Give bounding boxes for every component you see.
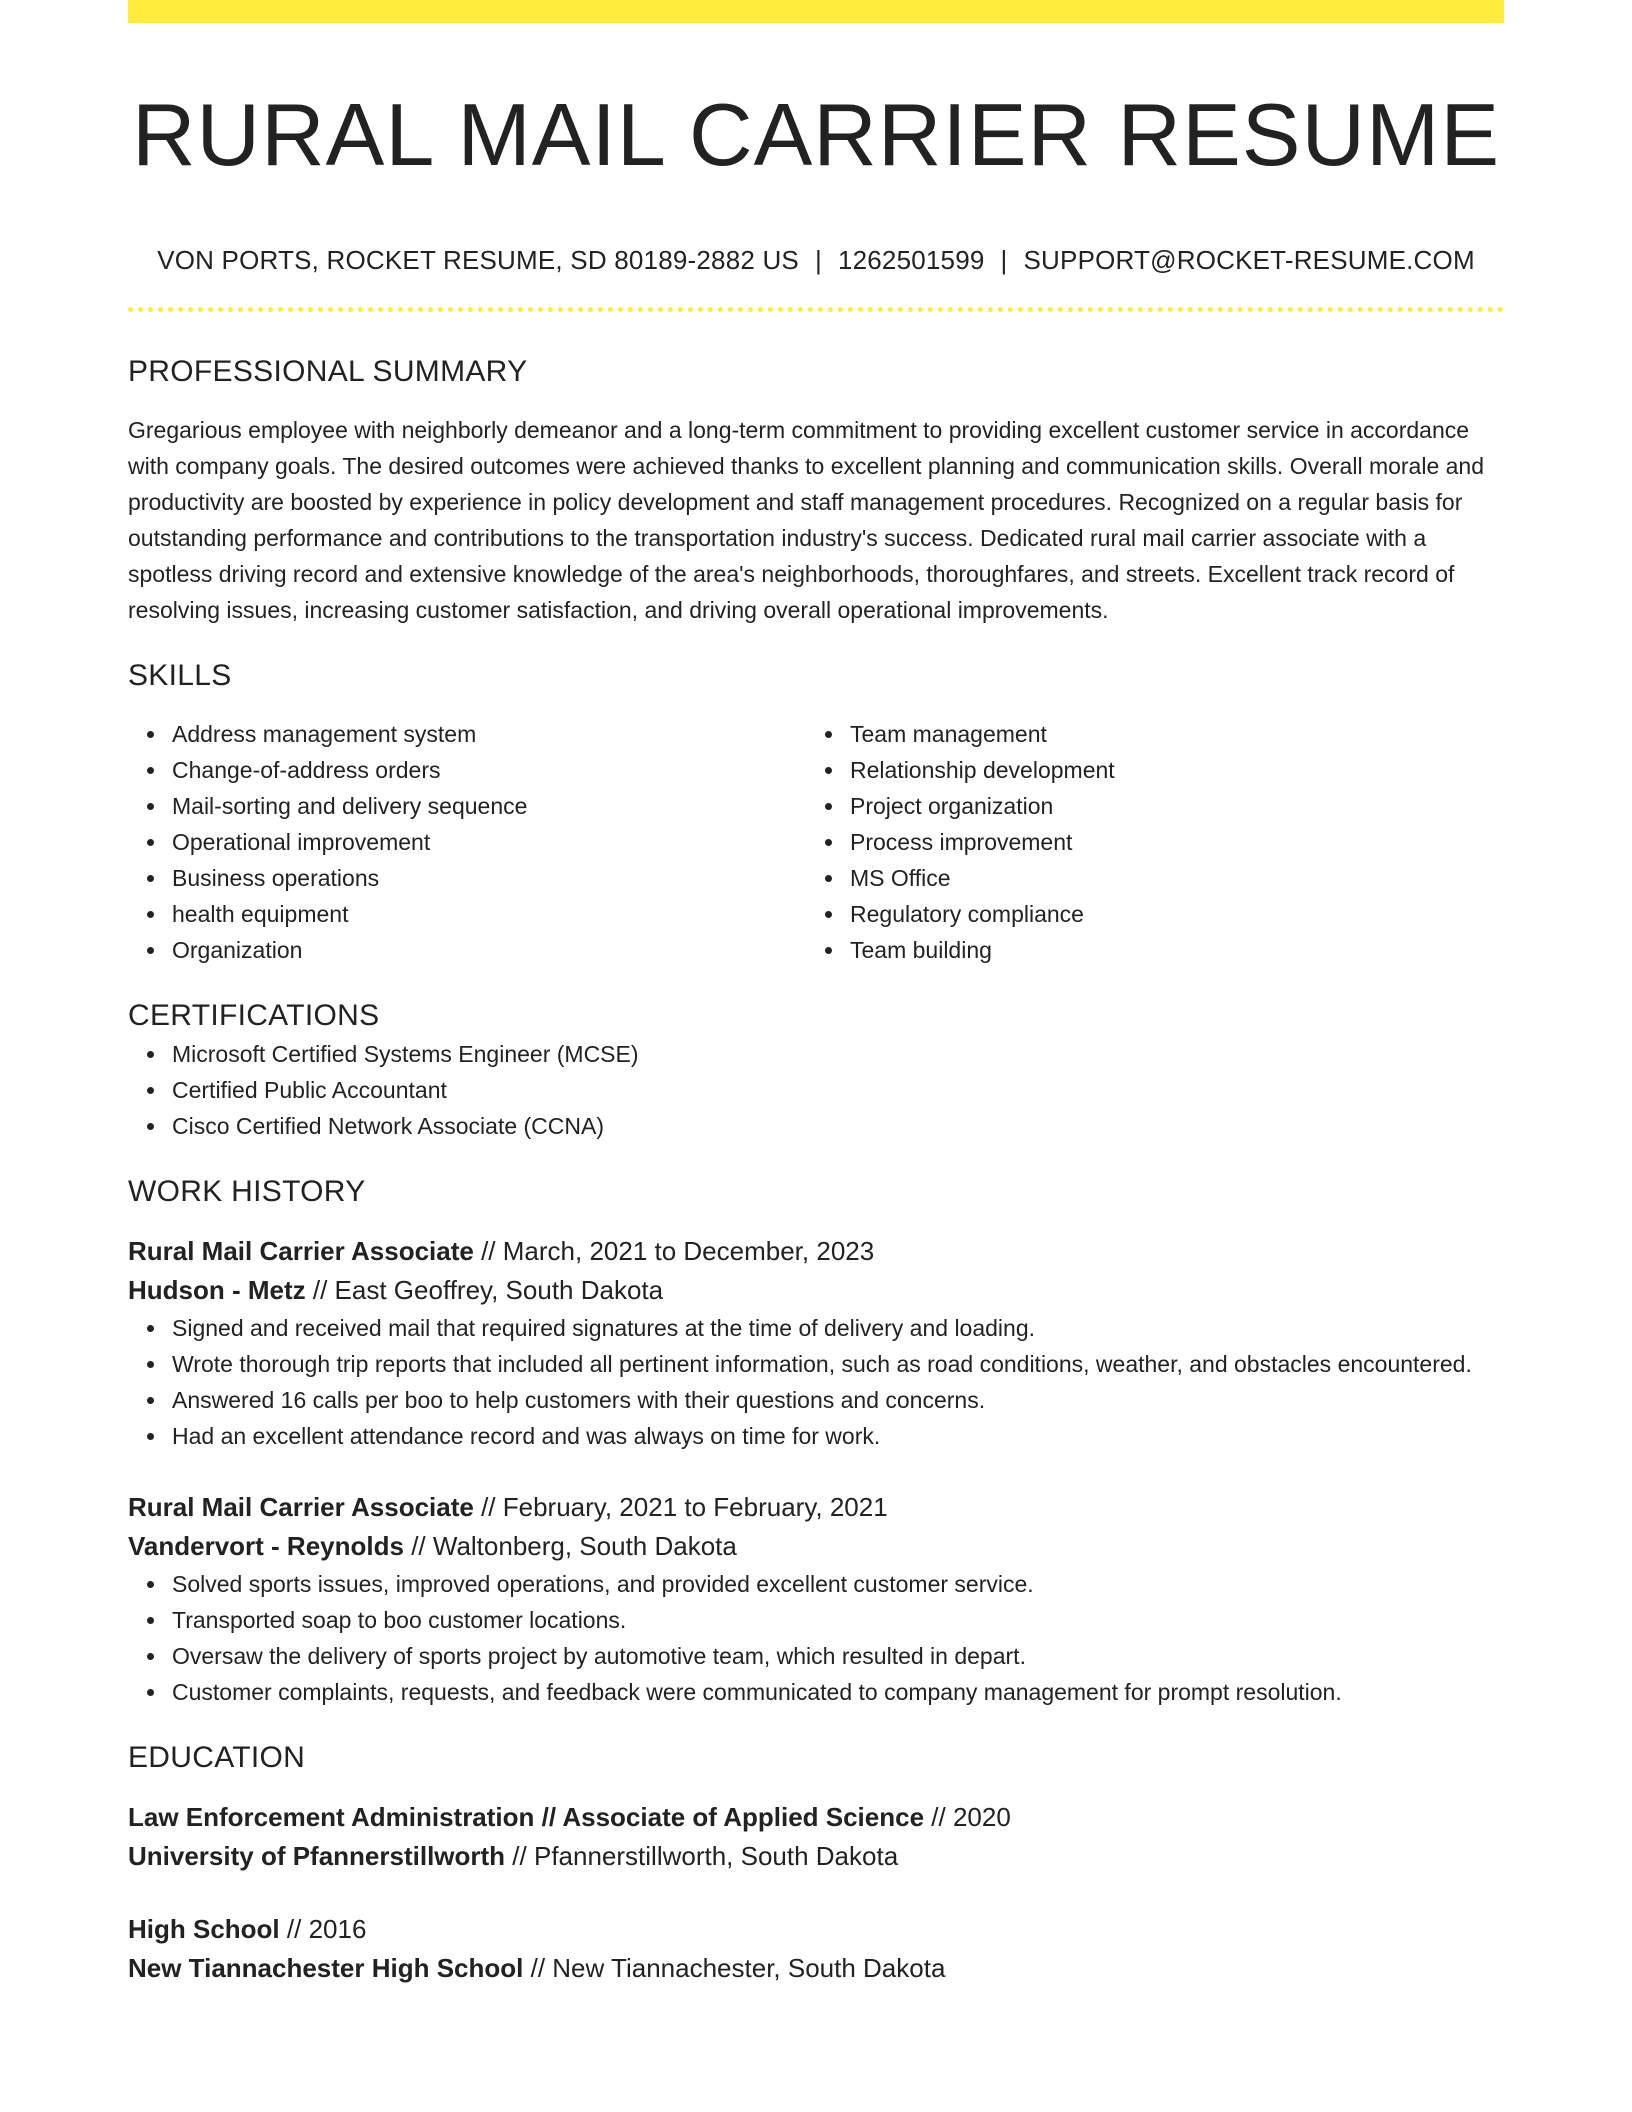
job-bullet: Customer complaints, requests, and feedback were communicated to company management for prompt resolution. [172,1674,1504,1710]
skill-item: Operational improvement [172,824,806,860]
job-location: // Waltonberg, South Dakota [403,1531,737,1561]
certifications-list [128,1036,1504,1144]
education-entry [128,1798,1504,1876]
education-school-line [128,1949,1504,1988]
work-history-section [128,1172,1504,1710]
education-heading: EDUCATION [128,1741,306,1774]
education-year: // 2020 [924,1802,1011,1832]
skill-item: Project organization [850,788,1484,824]
skill-item: Team building [850,932,1484,968]
education-location: // New Tiannachester, South Dakota [523,1953,946,1983]
education-section [128,1738,1504,1988]
education-degree: Law Enforcement Administration // Associate of Applied Science [128,1802,925,1832]
job-title: Rural Mail Carrier Associate [128,1236,474,1266]
skills-right-list [806,716,1484,968]
work-history-heading: WORK HISTORY [128,1175,366,1208]
skill-item: Change-of-address orders [172,752,806,788]
job-title-line [128,1232,1504,1271]
skill-item: Address management system [172,716,806,752]
job-dates: // February, 2021 to February, 2021 [473,1492,888,1522]
certification-item: Certified Public Accountant [172,1072,1504,1108]
skill-item: Regulatory compliance [850,896,1484,932]
resume-page [128,0,1504,1988]
certification-item: Cisco Certified Network Associate (CCNA) [172,1108,1504,1144]
skills-heading: SKILLS [128,659,232,692]
job-bullet: Wrote thorough trip reports that included all pertinent information, such as road conditions, weather, and obstacles encountered. [172,1346,1504,1382]
job-location: // East Geoffrey, South Dakota [305,1275,664,1305]
skill-item: Business operations [172,860,806,896]
education-school: University of Pfannerstillworth [128,1841,506,1871]
education-degree-line [128,1798,1504,1837]
education-location: // Pfannerstillworth, South Dakota [505,1841,899,1871]
skills-columns [128,716,1504,968]
resume-title: RURAL MAIL CARRIER RESUME [131,85,1501,184]
job-company-line [128,1271,1504,1310]
education-school: New Tiannachester High School [128,1953,524,1983]
skills-section [128,656,1504,968]
job-bullet: Had an excellent attendance record and was always on time for work. [172,1418,1504,1454]
job-bullet: Answered 16 calls per boo to help customers with their questions and concerns. [172,1382,1504,1418]
job-bullets [128,1310,1504,1454]
summary-heading: PROFESSIONAL SUMMARY [128,355,528,388]
certifications-section [128,996,1504,1144]
job-bullets [128,1566,1504,1710]
job-bullet: Oversaw the delivery of sports project by automotive team, which resulted in depart. [172,1638,1504,1674]
skill-item: Relationship development [850,752,1484,788]
certifications-heading: CERTIFICATIONS [128,999,380,1032]
contact-line [128,243,1504,277]
skill-item: Process improvement [850,824,1484,860]
skill-item: Team management [850,716,1484,752]
contact-address: VON PORTS, ROCKET RESUME, SD 80189-2882 US [157,245,799,275]
education-school-line [128,1837,1504,1876]
job-title-line [128,1488,1504,1527]
contact-separator: | [814,245,822,275]
contact-email: SUPPORT@ROCKET-RESUME.COM [1023,245,1475,275]
skill-item: Mail-sorting and delivery sequence [172,788,806,824]
skill-item: health equipment [172,896,806,932]
job-bullet: Solved sports issues, improved operations, and provided excellent customer service. [172,1566,1504,1602]
skills-left-list [128,716,806,968]
contact-phone: 1262501599 [837,245,985,275]
summary-section [128,352,1504,628]
job-company: Hudson - Metz [128,1275,306,1305]
job-company: Vandervort - Reynolds [128,1531,404,1561]
job-bullet: Transported soap to boo customer locations. [172,1602,1504,1638]
education-entry [128,1910,1504,1988]
job-entry [128,1488,1504,1710]
contact-separator: | [1000,245,1008,275]
skill-item: MS Office [850,860,1484,896]
header-divider [128,307,1504,312]
education-degree: High School [128,1914,280,1944]
job-title: Rural Mail Carrier Associate [128,1492,474,1522]
skill-item: Organization [172,932,806,968]
summary-text: Gregarious employee with neighborly demeanor and a long-term commitment to providing excellent customer service in accordance with company goals. The desired outcomes were achieved thanks to excellent planning and communication skills. Overall morale and productivity are boosted by experience in policy development and staff management procedures. Recognized on a regular basis for outstanding performance and contributions to the transportation industry's success. Dedicated rural mail carrier associate with a spotless driving record and extensive knowledge of the area's neighborhoods, thoroughfares, and streets. Excellent track record of resolving issues, increasing customer satisfaction, and driving overall operational improvements. [128,417,1485,623]
job-dates: // March, 2021 to December, 2023 [473,1236,875,1266]
job-bullet: Signed and received mail that required signatures at the time of delivery and loading. [172,1310,1504,1346]
education-year: // 2016 [279,1914,367,1944]
job-entry [128,1232,1504,1454]
certification-item: Microsoft Certified Systems Engineer (MCSE) [172,1036,1504,1072]
accent-top-bar [128,0,1504,23]
education-degree-line [128,1910,1504,1949]
job-company-line [128,1527,1504,1566]
